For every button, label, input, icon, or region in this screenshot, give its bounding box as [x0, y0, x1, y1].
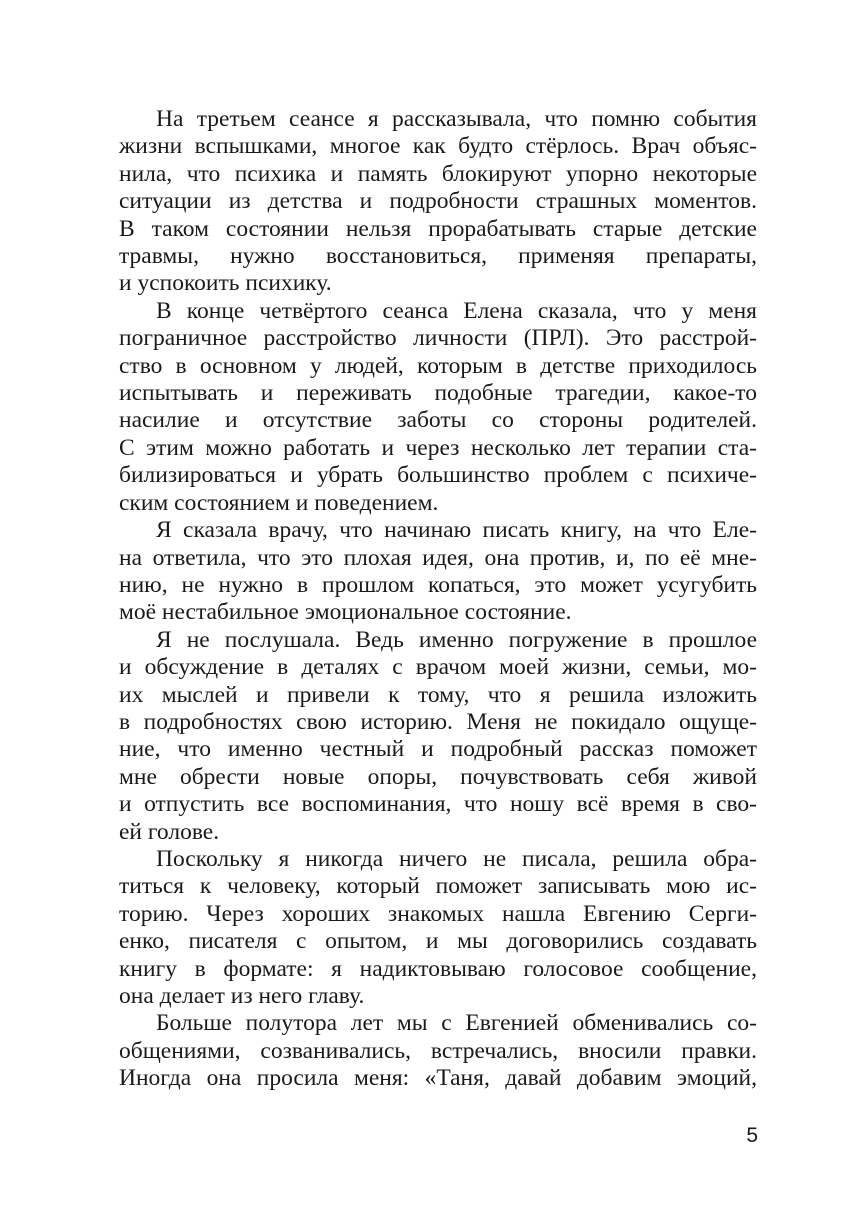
text-line: она делает из него главу. [119, 983, 365, 1009]
text-line: титься к человеку, который поможет записывать мою ис- [119, 873, 757, 900]
text-line: и успокоить психику. [119, 270, 332, 297]
text-line: ние, что именно честный и подробный рассказ поможет [119, 736, 757, 763]
text-line: На третьем сеансе я рассказывала, что помню события [156, 106, 757, 132]
text-line: ей голове. [119, 818, 220, 845]
text-line: торию. Через хороших знакомых нашла Евгению Серги- [119, 900, 757, 927]
text-line: мне обрести новые опоры, почувствовать себя живой [119, 763, 757, 790]
text-line: насилие и отсутствие заботы со стороны родителей. [119, 407, 757, 434]
text-line: пограничное расстройство личности (ПРЛ). Это расстрой- [119, 325, 757, 352]
text-line: нила, что психика и память блокируют упорно некоторые [119, 160, 757, 187]
text-line: нию, не нужно в прошлом копаться, это может усугубить [119, 571, 757, 598]
text-line: ским состоянием и поведением. [119, 489, 439, 516]
text-line: Иногда она просила меня: «Таня, давай добавим эмоций, [119, 1065, 757, 1092]
text-line: енко, писателя с опытом, и мы договорились создавать [119, 928, 757, 955]
body-text [119, 106, 757, 1093]
paragraph [119, 846, 757, 1010]
page-number: 5 [746, 1124, 758, 1147]
text-line: их мыслей и привели к тому, что я решила изложить [119, 681, 757, 708]
text-line: Поскольку я никогда ничего не писала, решила обра- [156, 845, 757, 872]
text-line: на ответила, что это плохая идея, она против, и, по её мне- [119, 544, 757, 571]
text-line: травмы, нужно восстановиться, применяя препараты, [119, 243, 757, 270]
text-line: Больше полутора лет мы с Евгенией обменивались со- [156, 1010, 757, 1037]
text-line: ство в основном у людей, которым в детстве приходилось [119, 352, 757, 379]
paragraph [119, 517, 757, 627]
text-line: Я не послушала. Ведь именно погружение в прошлое [156, 626, 757, 653]
text-line: С этим можно работать и через несколько лет терапии ста- [119, 434, 757, 461]
paragraph [119, 627, 757, 846]
text-line: ситуации из детства и подробности страшных моментов. [119, 188, 757, 215]
text-line: в подробностях свою историю. Меня не покидало ощуще- [119, 708, 757, 735]
paragraph [119, 106, 757, 298]
text-line: испытывать и переживать подобные трагедии, какое-то [119, 380, 757, 407]
text-line: В конце четвёртого сеанса Елена сказала, что у меня [156, 297, 757, 324]
text-line: билизироваться и убрать большинство проблем с психиче- [119, 462, 757, 489]
text-line: жизни вспышками, многое как будто стёрлось. Врач объяс- [119, 133, 757, 160]
text-line: общениями, созванивались, встречались, вносили правки. [119, 1037, 757, 1064]
text-line: и отпустить все воспоминания, что ношу всё время в сво- [119, 791, 757, 818]
text-line: моё нестабильное эмоциональное состояние. [119, 599, 572, 626]
paragraph [119, 1010, 757, 1092]
text-line: книгу в формате: я надиктовываю голосовое сообщение, [119, 955, 757, 982]
text-line: и обсуждение в деталях с врачом моей жизни, семьи, мо- [119, 654, 757, 681]
text-line: Я сказала врачу, что начинаю писать книгу, на что Еле- [156, 517, 757, 544]
text-line: В таком состоянии нельзя прорабатывать старые детские [119, 215, 757, 242]
paragraph [119, 298, 757, 517]
